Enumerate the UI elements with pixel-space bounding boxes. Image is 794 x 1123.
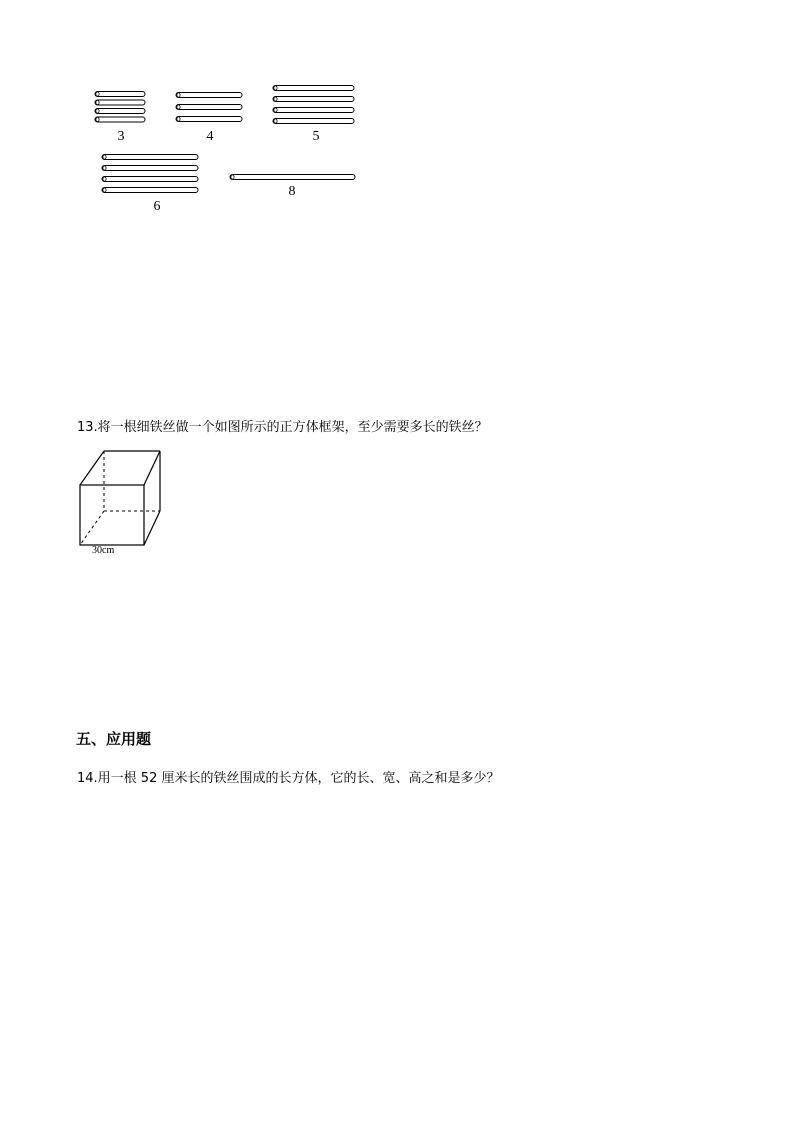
stick	[273, 86, 354, 91]
stick	[102, 155, 198, 160]
stick-label-5: 5	[312, 129, 320, 144]
question-13-text: 13.将一根细铁丝做一个如图所示的正方体框架，至少需要多长的铁丝？	[77, 420, 488, 435]
stick	[176, 93, 242, 98]
stick	[273, 119, 354, 124]
stick	[95, 100, 145, 105]
stick-label-6: 6	[153, 199, 161, 214]
stick-label-3: 3	[117, 129, 125, 144]
question-14-text: 14.用一根 52 厘米长的铁丝围成的长方体，它的长、宽、高之和是多少？	[77, 771, 500, 786]
stick	[95, 109, 145, 114]
sticks-figure	[0, 0, 400, 220]
stick	[95, 117, 145, 122]
stick-group-8	[230, 175, 355, 180]
cube-front-face	[80, 485, 144, 545]
stick	[95, 92, 145, 97]
stick-label-8: 8	[288, 184, 296, 199]
stick	[273, 97, 354, 102]
stick	[230, 175, 355, 180]
stick-group-4	[176, 93, 242, 122]
cube-edge-label: 30cm	[92, 545, 115, 556]
stick	[176, 117, 242, 122]
stick	[102, 166, 198, 171]
stick-group-3	[95, 92, 145, 123]
stick	[176, 105, 242, 110]
stick-group-6	[102, 155, 198, 193]
stick-label-4: 4	[206, 129, 214, 144]
stick	[273, 108, 354, 113]
stick	[102, 177, 198, 182]
stick	[102, 188, 198, 193]
stick-group-5	[273, 86, 354, 124]
section-title: 五、应用题	[76, 730, 152, 748]
cube-figure	[70, 445, 180, 565]
